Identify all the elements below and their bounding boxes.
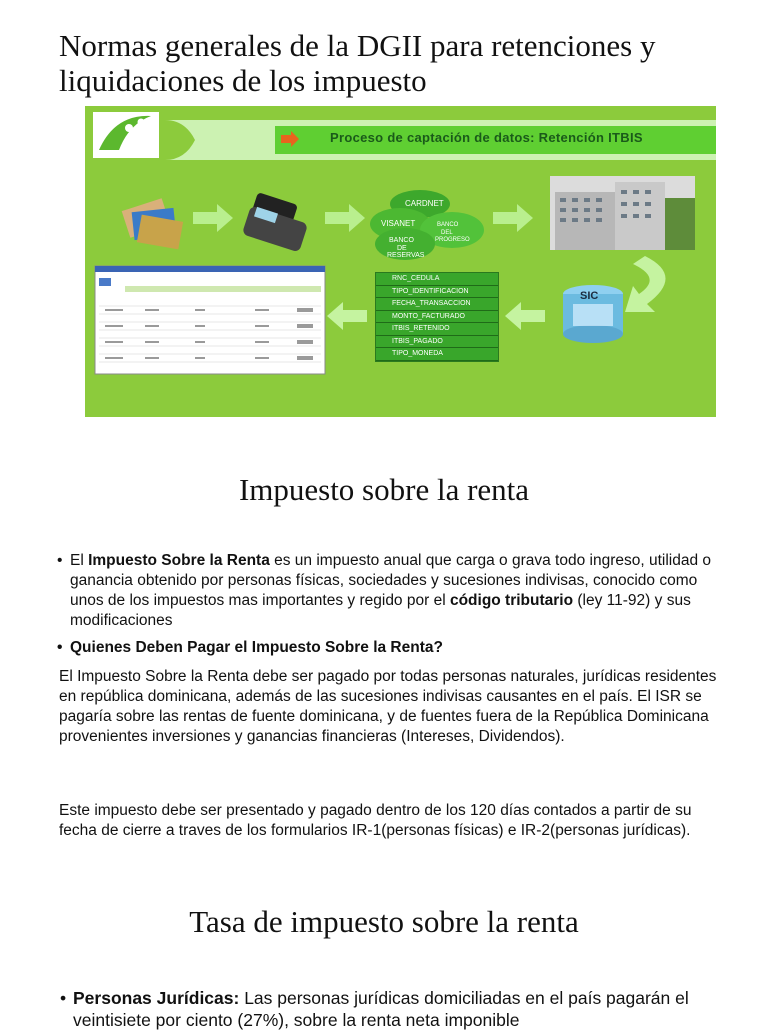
cloud-label-cardnet: CARDNET <box>405 199 444 208</box>
fields-table <box>375 272 499 362</box>
bullet-personas-juridicas: • Personas Jurídicas: Las personas jurídicas domiciliadas en el país pagarán el veintisiete por ciento (27%), sobre la renta neta imponible <box>60 988 689 1030</box>
flow-arrow-left-icon-2 <box>327 302 367 330</box>
bullet-dot: • <box>60 988 67 1008</box>
cloud-label-progreso: BANCO <box>437 222 459 228</box>
system-screenshot-image <box>95 266 325 374</box>
slide-title-tasa: Tasa de impuesto sobre la renta <box>189 904 579 939</box>
bullet-isr-definition: • El Impuesto Sobre la Renta es un impuesto anual que carga o grava todo ingreso, utilidad o ganancia obtenido por personas físicas, sociedades y sucesiones indivisas, conocido como unos de los impuestos mas importantes y regido por el código tributario (ley 11-92) y sus modificaciones <box>57 552 712 629</box>
flow-arrow-left-icon <box>505 302 545 330</box>
banner-title: Proceso de captación de datos: Retención ITBIS <box>330 130 643 145</box>
cloud-label-reservas: BANCO <box>389 237 414 244</box>
field-row: RNC_CEDULA <box>376 273 498 286</box>
field-row: ITBIS_RETENIDO <box>376 323 498 336</box>
svg-text:RESERVAS: RESERVAS <box>387 252 425 259</box>
paragraph-who-pays: El Impuesto Sobre la Renta debe ser pagado por todas personas naturales, jurídicas residentes en república dominicana, además de las sucesiones indivisas causantes en el país. El ISR se pagaría sobre las rentas de fuente dominicana, y de fuentes fuera de la República Dominicana provenientes inversiones y ganancias financieras (Intereses, Dividendos). <box>59 668 717 745</box>
sic-label: SIC <box>580 290 599 302</box>
svg-text:DEL: DEL <box>441 230 453 236</box>
flow-arrow-icon-2 <box>325 204 365 232</box>
process-diagram-image <box>85 106 716 417</box>
flow-arrow-icon-3 <box>493 204 533 232</box>
slide-title-dgii: Normas generales de la DGII para retenciones y liquidaciones de los impuesto <box>59 28 656 98</box>
bullet-dot: • <box>57 639 63 656</box>
svg-text:PROGRESO: PROGRESO <box>435 237 470 243</box>
field-row: ITBIS_PAGADO <box>376 336 498 349</box>
slide-title-isr: Impuesto sobre la renta <box>238 472 530 507</box>
field-row: TIPO_IDENTIFICACION <box>376 286 498 299</box>
bullet-who-pays: • Quienes Deben Pagar el Impuesto Sobre la Renta? <box>57 639 443 656</box>
field-row: MONTO_FACTURADO <box>376 311 498 324</box>
field-row: FECHA_TRANSACCION <box>376 298 498 311</box>
bullet-dot: • <box>57 552 63 569</box>
svg-text:DE: DE <box>397 245 407 252</box>
flow-arrow-icon <box>193 204 233 232</box>
cloud-label-visanet: VISANET <box>381 219 416 228</box>
curved-arrow-icon <box>625 256 666 312</box>
field-row: TIPO_MONEDA <box>376 348 498 361</box>
process-diagram-graphic <box>85 106 716 417</box>
paragraph-deadline: Este impuesto debe ser presentado y pagado dentro de los 120 días contados a partir de su fecha de cierre a traves de los formularios IR-1(personas físicas) e IR-2(personas jurídicas). <box>59 802 692 839</box>
